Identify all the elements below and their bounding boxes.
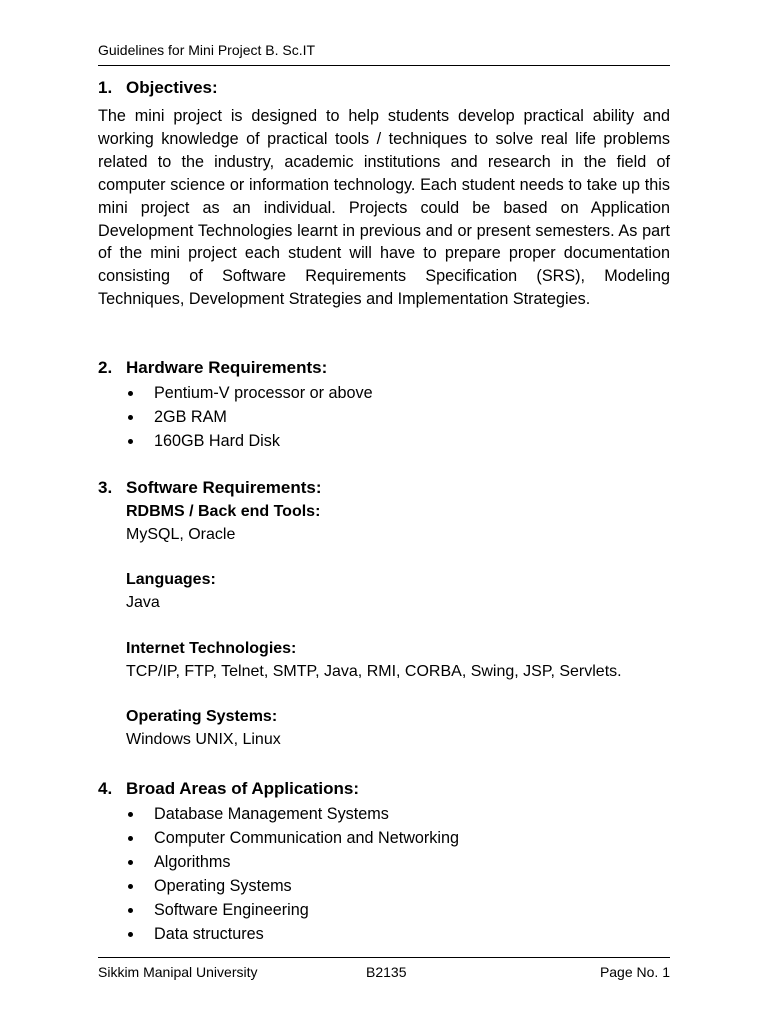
list-item: Pentium-V processor or above [98,381,670,405]
list-item: Computer Communication and Networking [98,826,670,850]
software-group-languages [126,569,216,614]
section-number: 2. [98,358,113,377]
list-item: Operating Systems [98,874,670,898]
group-label: Operating Systems: [126,708,278,725]
list-item: 160GB Hard Disk [98,429,670,453]
hardware-list [98,381,670,453]
section-hardware-heading [98,358,327,378]
group-value: TCP/IP, FTP, Telnet, SMTP, Java, RMI, CORBA, Swing, JSP, Servlets. [126,662,622,680]
section-software-heading [98,478,322,498]
list-item: Algorithms [98,850,670,874]
footer-page-number: Page No. 1 [599,964,670,980]
group-label: Languages: [126,571,216,588]
footer-university: Sikkim Manipal University [98,964,258,980]
applications-list [98,802,670,946]
section-title: Broad Areas of Applications: [126,779,359,798]
footer-course-code: B2135 [366,964,407,980]
group-value: Windows UNIX, Linux [126,730,281,748]
section-number: 3. [98,478,113,497]
section-objectives-heading [98,78,218,98]
section-title: Software Requirements: [126,478,322,497]
objectives-paragraph: The mini project is designed to help students develop practical ability and working knowledge of practical tools / techniques to solve real life problems related to the industry, academic institutions and research in the field of computer science or information technology. Each student needs to take up this mini project as an individual. Projects could be based on Application Development Technologies learnt in previous and or present semesters. As part of the mini project each student will have to prepare proper documentation consisting of Software Requirements Specification (SRS), Modeling Techniques, Development Strategies and Implementation Strategies. [98,107,670,309]
software-group-internet [126,638,622,683]
group-label: RDBMS / Back end Tools: [126,503,321,520]
list-item: Software Engineering [98,898,670,922]
group-value: Java [126,593,160,611]
software-group-rdbms [126,501,320,546]
running-header: Guidelines for Mini Project B. Sc.IT [98,42,316,58]
header-divider [98,65,670,66]
section-title: Objectives: [126,78,218,97]
footer-divider [98,957,670,958]
section-title: Hardware Requirements: [126,358,328,377]
section-number: 4. [98,779,113,798]
list-item: 2GB RAM [98,405,670,429]
list-item: Data structures [98,922,670,946]
group-label: Internet Technologies: [126,640,297,657]
section-number: 1. [98,78,113,97]
group-value: MySQL, Oracle [126,525,236,543]
list-item: Database Management Systems [98,802,670,826]
section-applications-heading [98,779,359,799]
software-group-os [126,706,281,751]
